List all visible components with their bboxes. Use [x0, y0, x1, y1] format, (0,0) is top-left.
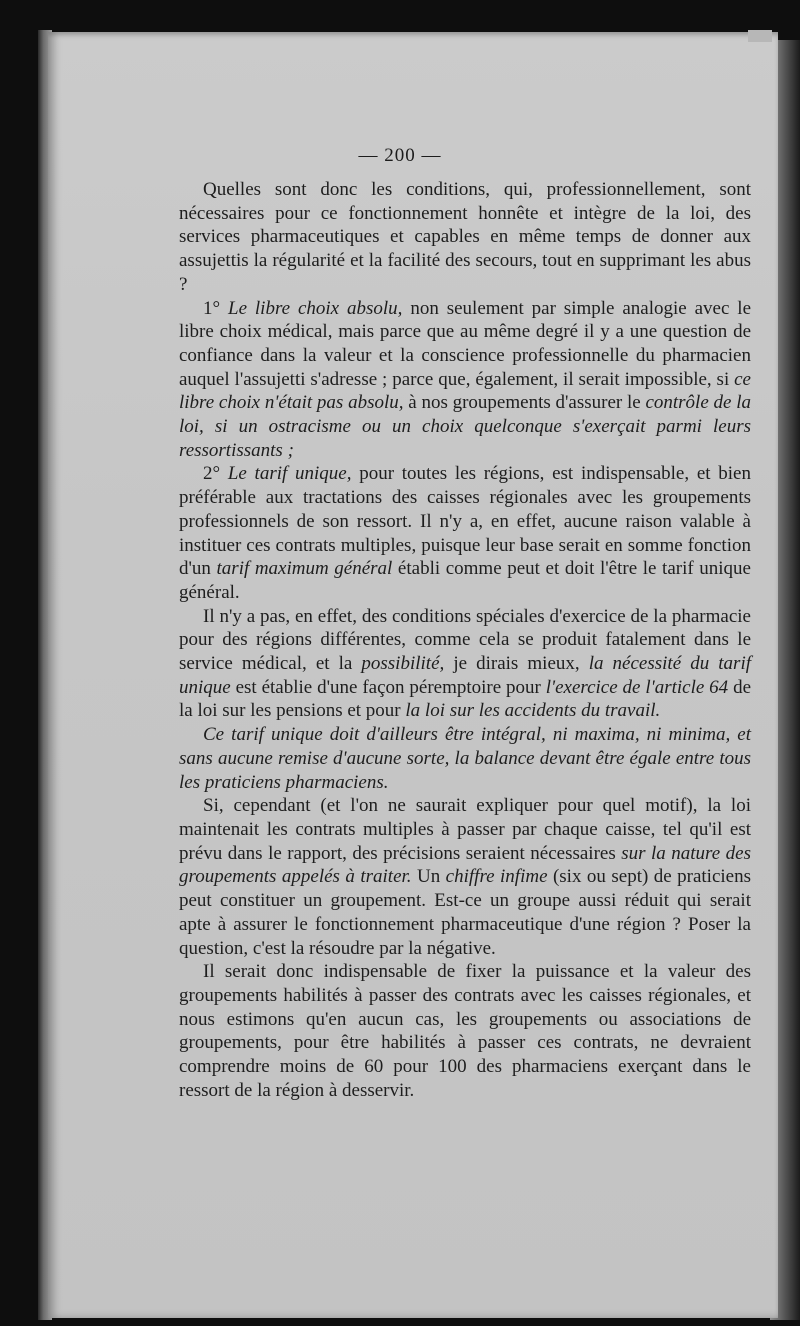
text-run: Un: [411, 866, 446, 888]
text-run: non seulement par simple analogie avec le libre choix médical, mais parce que au même degré il y a une question de confiance dans la valeur et la conscience professionnelle du pharmacien auquel l'assujetti s'adresse ; parce que, également, il serait impossible, si: [179, 297, 752, 390]
paragraph-libre-choix: [179, 297, 751, 463]
body-text: [179, 178, 751, 1102]
italic-run: l'exercice de l'article 64: [545, 676, 729, 698]
text-run: Il serait donc indispensable de fixer la puissance et la valeur des groupements habilités à passer des contrats avec les caisses régionales, et nous estimons qu'en aucun cas, les groupements ou associations de groupements, pour être habilités à passer ces contrats, ne devraient comprendre moins de 60 pour 100 des pharmaciens exerçant dans le ressort de la région à desservir.: [179, 961, 751, 1101]
text-run: Si, cependant (et l'on ne saurait expliquer pour quel motif), la loi maintenait les contrats multiples à passer par chaque caisse, tel qu'il est prévu dans le rapport, des précisions seraient nécessaires: [179, 795, 751, 864]
italic-run: chiffre infime: [445, 866, 548, 888]
paragraph-tarif-integral: [179, 723, 751, 794]
text-run: est établie d'une façon péremptoire pour: [230, 676, 546, 698]
text-run: à nos groupements d'assurer le: [403, 392, 646, 414]
text-run: 2°: [203, 463, 228, 485]
page-top-edge: [748, 30, 772, 42]
italic-run: Le libre choix absolu,: [228, 297, 403, 319]
paragraph-contrats-multiples: [179, 794, 751, 960]
text-run: de la loi sur les pensions et pour: [179, 676, 751, 722]
italic-run: la loi sur les accidents du travail.: [405, 700, 661, 722]
text-run: 1°: [203, 297, 228, 319]
text-run: je dirais mieux,: [444, 653, 589, 675]
text-run: Il n'y a pas, en effet, des conditions spéciales d'exercice de la pharmacie pour des régions différentes, comme cela se produit fatalement dans le service médical, et la: [179, 605, 751, 675]
paragraph-tarif-unique: [179, 462, 751, 604]
paragraph-question: [179, 178, 751, 297]
italic-run: ce libre choix n'était pas absolu,: [179, 368, 751, 414]
italic-run: la nécessité du tarif unique: [179, 653, 751, 698]
italic-run: sur la nature des groupements appelés à traiter.: [179, 842, 751, 888]
italic-run: possibilité,: [361, 653, 445, 675]
italic-run: Le tarif unique,: [227, 463, 352, 485]
text-run: pour toutes les régions, est indispensable, et bien préférable aux tractations des caisses régionales avec les groupements professionnels de son ressort. Il n'y a, en effet, aucune raison valable à instituer ces contrats multiples, puisque leur base serait en somme fonction d'un: [179, 463, 751, 580]
italic-run: tarif maximum général: [216, 558, 393, 580]
paragraph-conditions-speciales: [179, 605, 751, 724]
italic-run: contrôle de la loi, si un ostracisme ou un choix quelconque s'exerçait parmi leurs ressortissants ;: [179, 392, 751, 461]
text-run: établi comme peut et doit l'être le tarif unique général.: [179, 558, 751, 603]
italic-run: Ce tarif unique doit d'ailleurs être intégral, ni maxima, ni minima, et sans aucune remise d'aucune sorte, la balance devant être égale entre tous les praticiens pharmaciens.: [179, 724, 751, 793]
text-run: Quelles sont donc les conditions, qui, professionnellement, sont nécessaires pour ce fonctionnement honnête et intègre de la loi, des services pharmaceutiques et capables en même temps de donner aux assujettis la régularité et la facilité des secours, tout en supprimant les abus ?: [179, 179, 751, 295]
paragraph-groupements: [179, 960, 751, 1102]
text-run: (six ou sept) de praticiens peut constituer un groupement. Est-ce un groupe aussi réduit qui serait apte à assurer le fonctionnement pharmaceutique d'une région ? Poser la question, c'est la résoudre par la négative.: [179, 866, 751, 959]
page-number: — 200 —: [358, 145, 442, 166]
